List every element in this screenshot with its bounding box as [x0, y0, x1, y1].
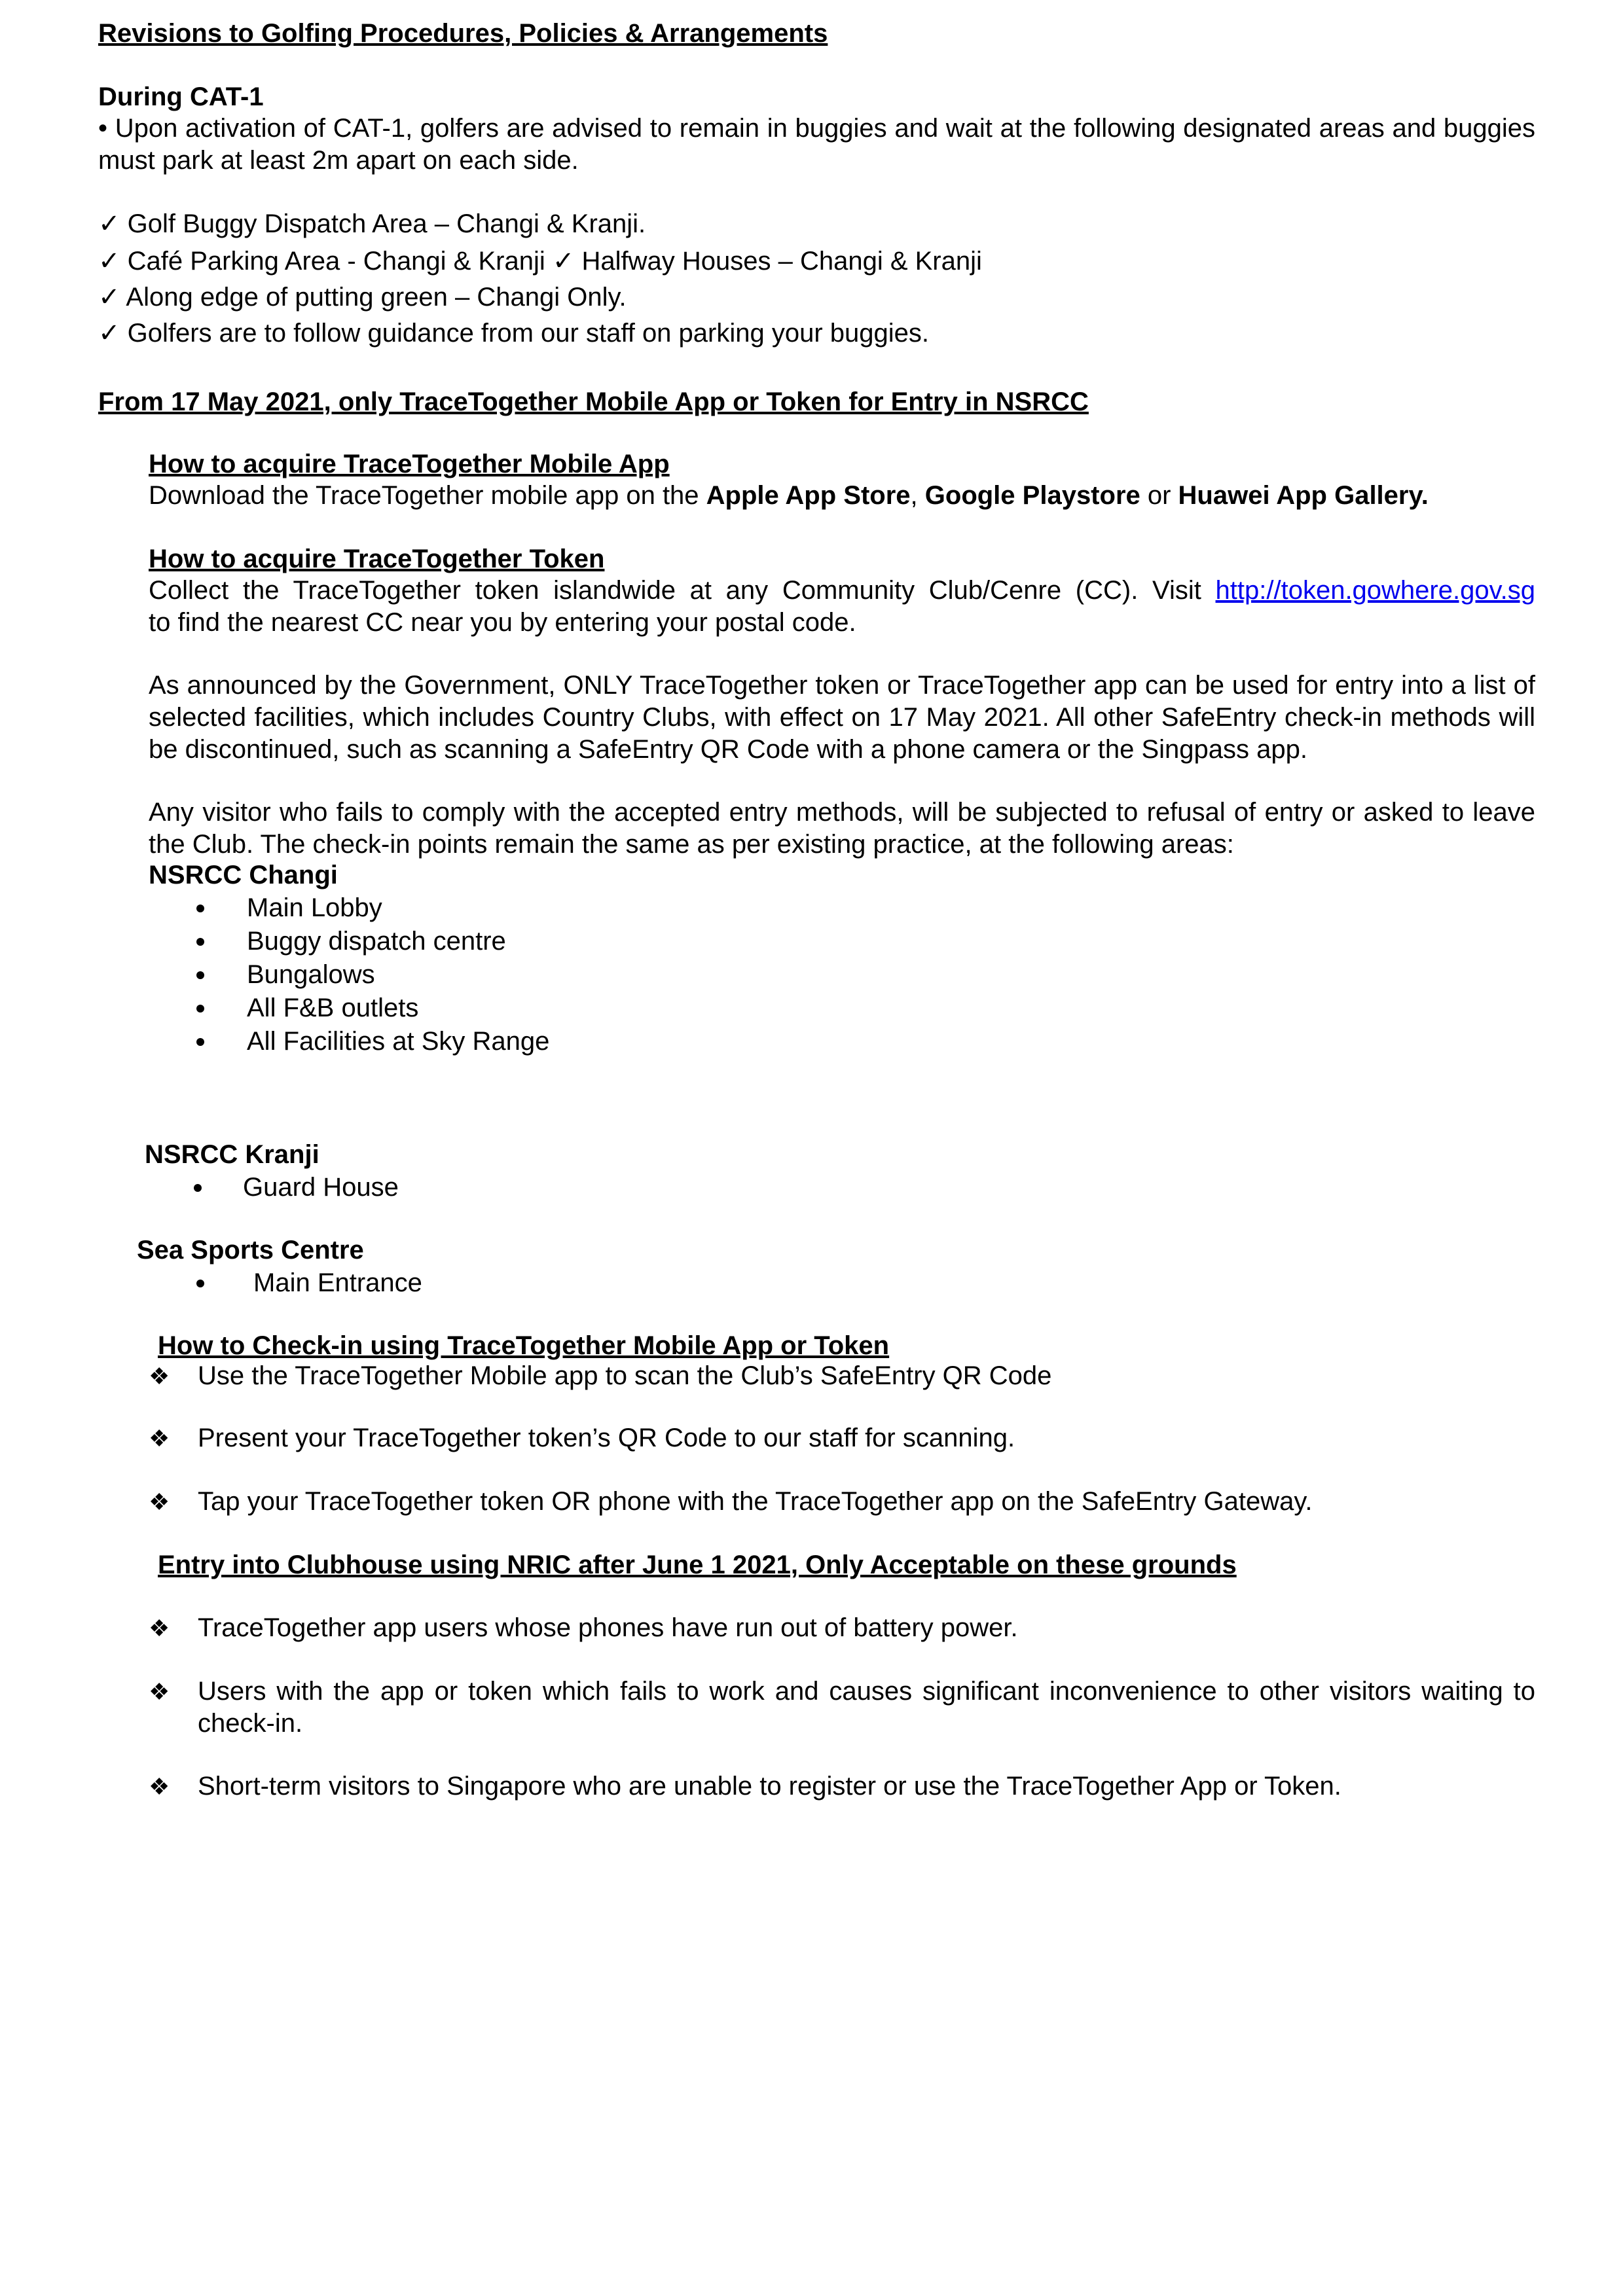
apple-app-store: Apple App Store: [706, 481, 911, 510]
token-text: Collect the TraceTogether token islandwide at any Community Club/Cenre (CC). Visit: [149, 576, 1216, 605]
list-item-label: Buggy dispatch centre: [247, 927, 506, 956]
kranji-heading: NSRCC Kranji: [145, 1140, 319, 1169]
check-item: ✓ Café Parking Area - Changi & Kranji ✓ Halfway Houses – Changi & Kranji: [98, 247, 982, 276]
page-title: Revisions to Golfing Procedures, Policies & Arrangements: [98, 19, 828, 48]
app-sep: or: [1140, 481, 1178, 510]
diamond-bullet-icon: ❖: [149, 1363, 170, 1390]
cat1-paragraph: • Upon activation of CAT-1, golfers are advised to remain in buggies and wait at the following designated areas and buggies must park at least 2m apart on each side.: [98, 114, 1535, 175]
list-item-label: Users with the app or token which fails to work and causes significant inconvenience to other visitors waiting to check-in.: [198, 1677, 1535, 1738]
list-item-label: Short-term visitors to Singapore who are unable to register or use the TraceTogether App or Token.: [198, 1772, 1341, 1801]
check-item: ✓ Golf Buggy Dispatch Area – Changi & Kranji.: [98, 209, 646, 238]
app-heading: How to acquire TraceTogether Mobile App: [149, 450, 670, 478]
checkin-heading: How to Check-in using TraceTogether Mobile App or Token: [158, 1331, 890, 1360]
huawei-app-gallery: Huawei App Gallery.: [1178, 481, 1429, 510]
nric-heading: Entry into Clubhouse using NRIC after June 1 2021, Only Acceptable on these grounds: [158, 1551, 1237, 1579]
token-line-1: [149, 575, 1535, 607]
list-item-label: Main Lobby: [247, 893, 382, 922]
list-item-label: Bungalows: [247, 960, 375, 989]
app-sep: ,: [910, 481, 925, 510]
diamond-bullet-icon: ❖: [149, 1678, 170, 1705]
list-item-label: Main Entrance: [253, 1268, 422, 1297]
diamond-bullet-icon: ❖: [149, 1425, 170, 1452]
diamond-bullet-icon: ❖: [149, 1773, 170, 1800]
check-item: ✓ Golfers are to follow guidance from our staff on parking your buggies.: [98, 319, 930, 348]
bullet-icon: [196, 1005, 204, 1013]
section2-heading: From 17 May 2021, only TraceTogether Mobile App or Token for Entry in NSRCC: [98, 387, 1089, 416]
bullet-icon: [194, 1184, 202, 1192]
bullet-icon: [196, 1280, 204, 1287]
token-gowhere-link[interactable]: http://token.gowhere.gov.sg: [1215, 576, 1535, 605]
app-paragraph: [149, 480, 1429, 512]
list-item-label: Present your TraceTogether token’s QR Code to our staff for scanning.: [198, 1424, 1015, 1452]
list-item-label: Guard House: [243, 1173, 399, 1202]
bullet-icon: [196, 1038, 204, 1046]
bullet-icon: [196, 905, 204, 912]
visitor-paragraph: Any visitor who fails to comply with the accepted entry methods, will be subjected to refusal of entry or asked to leave the Club. The check-in points remain the same as per existing practice, at the following areas:: [149, 798, 1535, 859]
bullet-icon: [196, 971, 204, 979]
list-item-label: Use the TraceTogether Mobile app to scan the Club’s SafeEntry QR Code: [198, 1361, 1052, 1390]
check-item: ✓ Along edge of putting green – Changi Only.: [98, 283, 627, 312]
bullet-icon: [196, 938, 204, 946]
sea-sports-heading: Sea Sports Centre: [137, 1236, 364, 1265]
app-text: Download the TraceTogether mobile app on the: [149, 481, 706, 510]
list-item-label: TraceTogether app users whose phones have run out of battery power.: [198, 1613, 1018, 1642]
announcement-paragraph: As announced by the Government, ONLY TraceTogether token or TraceTogether app can be used for entry into a list of selected facilities, which includes Country Clubs, with effect on 17 May 2021. All other SafeEntry check-in methods will be discontinued, such as scanning a SafeEntry QR Code with a phone camera or the Singpass app.: [149, 671, 1535, 764]
cat1-heading: During CAT-1: [98, 82, 264, 111]
token-line-2: to find the nearest CC near you by entering your postal code.: [149, 608, 856, 637]
diamond-bullet-icon: ❖: [149, 1615, 170, 1641]
list-item-label: Tap your TraceTogether token OR phone with the TraceTogether app on the SafeEntry Gateway.: [198, 1487, 1313, 1516]
token-heading: How to acquire TraceTogether Token: [149, 545, 605, 573]
list-item-label: All F&B outlets: [247, 994, 419, 1022]
google-playstore: Google Playstore: [924, 481, 1140, 510]
diamond-bullet-icon: ❖: [149, 1488, 170, 1515]
changi-heading: NSRCC Changi: [149, 861, 338, 889]
list-item-label: All Facilities at Sky Range: [247, 1027, 550, 1056]
